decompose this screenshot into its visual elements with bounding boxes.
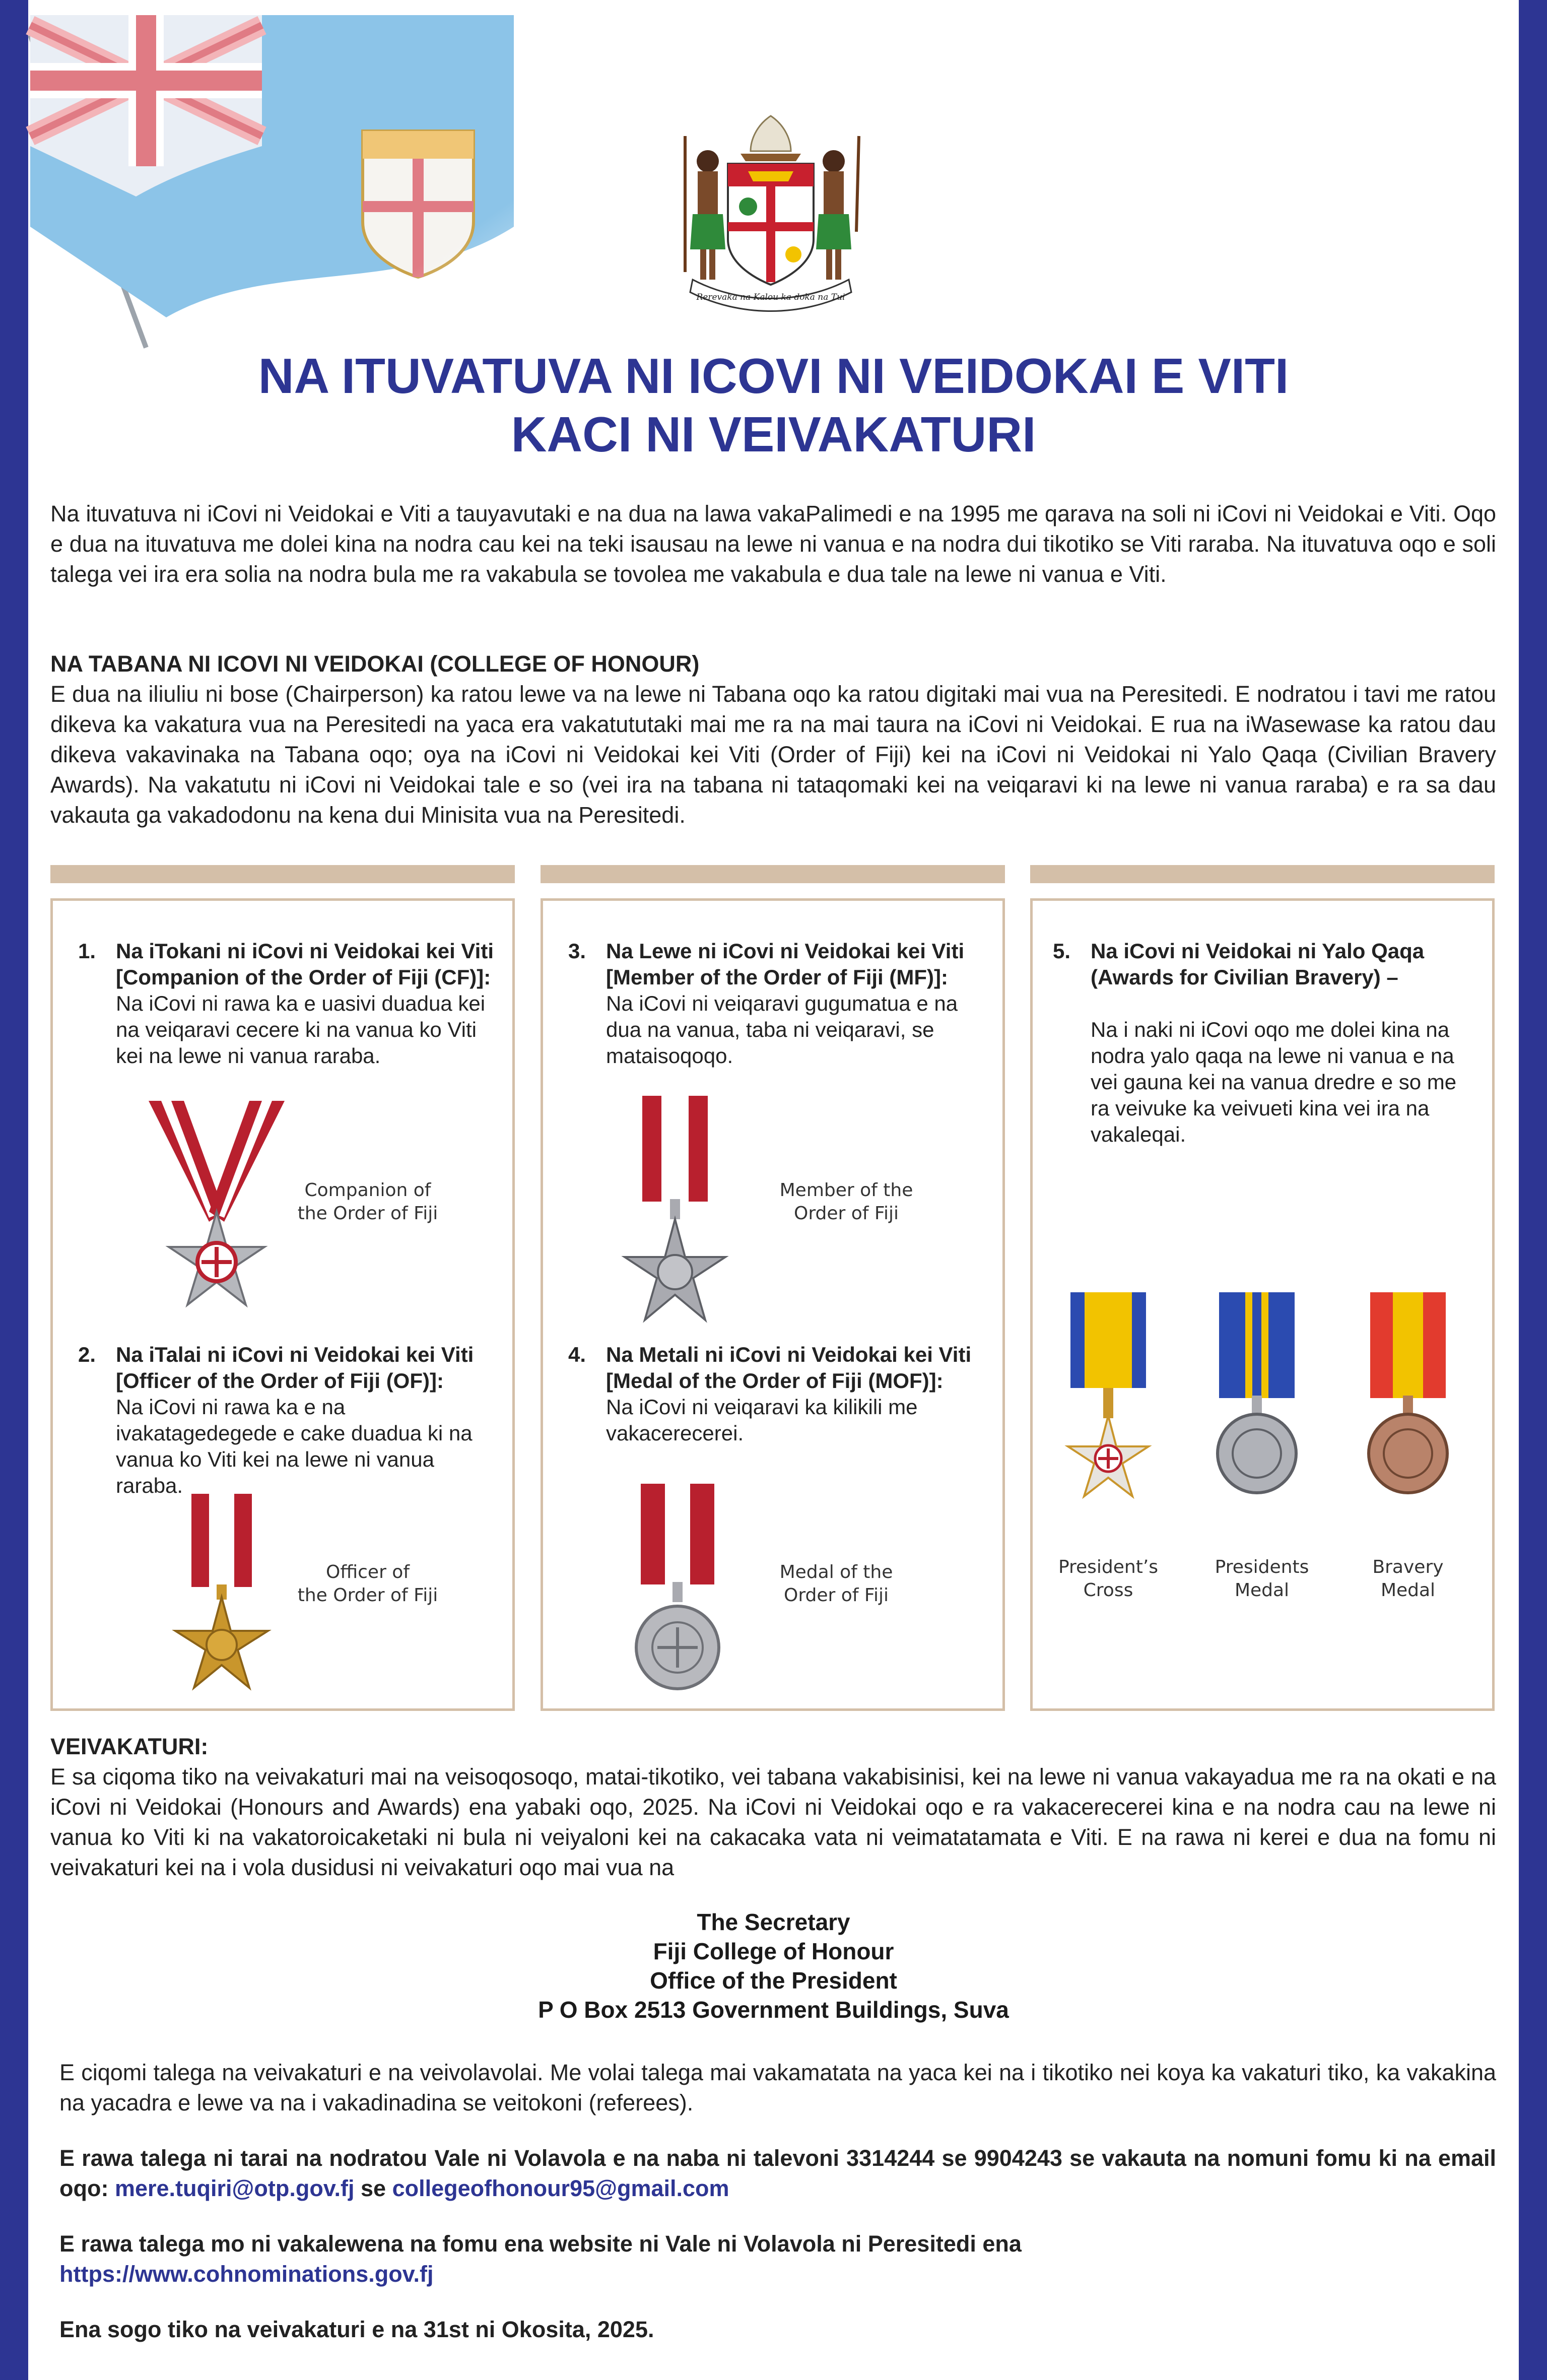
email-link-1[interactable]: mere.tuqiri@otp.gov.fj <box>114 2175 355 2201</box>
caption-line: Bravery <box>1372 1557 1444 1577</box>
caption-line: the Order of Fiji <box>297 1203 438 1224</box>
caption-line: the Order of Fiji <box>297 1585 438 1606</box>
presidents-cross-icon <box>1058 1292 1159 1504</box>
caption-presidents-cross <box>1038 1556 1179 1602</box>
caption-line: Member of the <box>779 1180 913 1201</box>
award-number: 4. <box>568 1343 586 1366</box>
member-medal-icon <box>617 1096 733 1328</box>
caption-line: Companion of <box>304 1180 431 1201</box>
award-title: Na iCovi ni Veidokai ni Yalo Qaqa (Awards for Civilian Bravery) – <box>1091 939 1425 989</box>
bravery-medal-icon <box>1360 1292 1456 1504</box>
caption-line: Medal <box>1380 1580 1436 1601</box>
note-contact <box>59 2143 1496 2204</box>
award-text: Na iCovi ni rawa ka e uasivi duadua kei na veiqaravi cecere ki na vanua ko Viti kei na lewe ni vanua raraba. <box>116 991 486 1068</box>
award-title: Na iTokani ni iCovi ni Veidokai kei Viti [Companion of the Order of Fiji (CF)]: <box>116 939 494 989</box>
presidents-medal-icon <box>1209 1292 1305 1504</box>
award-item-3 <box>568 938 986 1069</box>
intro-paragraph: Na ituvatuva ni iCovi ni Veidokai e Viti a tauyavutaki e na dua na lawa vakaPalimedi e na 1995 me qarava na soli ni iCovi ni Veidokai e Viti. Oqo e dua na ituvatuva me dolei kina na nodra cau kei na teki isausau na lewe ni vanua e na nodra dui tikotiko se Viti raraba. Na ituvatuva oqo e soli talega vei ira era solia na nodra bula me ra vakabula se tovolea me vakabula e dua tale na lewe ni vanua e Viti. <box>50 501 1496 587</box>
caption-medal-of-order <box>746 1561 927 1607</box>
caption-presidents-medal <box>1191 1556 1332 1602</box>
caption-officer <box>277 1561 458 1607</box>
nominations-text: E sa ciqoma tiko na veivakaturi mai na veisoqosoqo, matai-tikotiko, vei tabana vakabisinisi, kei na lewe ni vanua vakayadua me ra na okati e na iCovi ni Veidokai (Honours and Awards) ena yabaki oqo, 2025. Na iCovi ni Veidokai oqo e ra vakacerecerei kina e na nodra cau na lewe ni vanua ko Viti ki na vakatoroicaketaki ni bula ni veiyaloni kei na cakacaka vata ni veimatatamata e Viti. E na rawa ni kerei e dua na fomu ni veivakaturi kei na i vola dusidusi ni veivakaturi oqo mai vua na <box>50 1764 1496 1880</box>
website-link[interactable]: https://www.cohnominations.gov.fj <box>59 2261 434 2287</box>
college-section <box>50 649 1496 830</box>
award-number: 1. <box>78 939 96 963</box>
note-website: E rawa talega mo ni vakalewena na fomu ena website ni Vale ni Volavola ni Peresitedi ena <box>59 2231 1022 2257</box>
secretary-address <box>0 1907 1547 2024</box>
column-bar-3 <box>1030 865 1495 883</box>
officer-medal-icon <box>169 1494 275 1695</box>
caption-line: Cross <box>1083 1580 1133 1601</box>
college-heading: NA TABANA NI ICOVI NI VEIDOKAI (COLLEGE OF HONOUR) <box>50 651 700 677</box>
medal-of-order-icon <box>635 1484 720 1695</box>
column-bar-1 <box>50 865 515 883</box>
companion-medal-icon <box>144 1101 290 1312</box>
award-text: Na iCovi ni rawa ka e na ivakatagedegede e cake duadua ki na vanua ko Viti kei na lewe ni vanua raraba. <box>116 1395 473 1497</box>
fiji-flag-icon <box>20 15 524 368</box>
address-line: The Secretary <box>697 1909 850 1935</box>
award-number: 3. <box>568 939 586 963</box>
caption-line: President’s <box>1058 1557 1159 1577</box>
address-line: Office of the President <box>650 1967 897 1994</box>
award-number: 2. <box>78 1343 96 1366</box>
address-line: P O Box 2513 Government Buildings, Suva <box>538 1997 1009 2023</box>
page-title-line1: NA ITUVATUVA NI ICOVI NI VEIDOKAI E VITI <box>258 348 1289 404</box>
fiji-coat-of-arms-icon <box>665 106 877 317</box>
award-item-4 <box>568 1342 986 1446</box>
notes-section <box>59 2058 1496 2345</box>
caption-line: Officer of <box>325 1562 410 1582</box>
award-title: Na Metali ni iCovi ni Veidokai kei Viti [Medal of the Order of Fiji (MOF)]: <box>606 1343 972 1393</box>
award-item-5 <box>1053 938 1466 1148</box>
caption-line: Medal <box>1234 1580 1290 1601</box>
award-item-1 <box>78 938 496 1069</box>
page-title-line2: KACI NI VEIVAKATURI <box>511 407 1036 462</box>
note-contact-text: E rawa talega ni tarai na nodratou Vale ni Volavola e na naba ni talevoni 3314244 se 9904243 se vakauta na nomuni fomu ki na email oqo: <box>59 2145 1496 2201</box>
award-title: Na iTalai ni iCovi ni Veidokai kei Viti [Officer of the Order of Fiji (OF)]: <box>116 1343 474 1393</box>
column-bar-2 <box>541 865 1005 883</box>
caption-line: Medal of the <box>779 1562 893 1582</box>
note-deadline: Ena sogo tiko na veivakaturi e na 31st ni Okosita, 2025. <box>59 2317 654 2342</box>
award-text: Na iCovi ni veiqaravi ka kilikili me vakacerecerei. <box>606 1395 918 1445</box>
email-link-2[interactable]: collegeofhonour95@gmail.com <box>392 2175 729 2201</box>
caption-member <box>756 1179 937 1225</box>
caption-companion <box>277 1179 458 1225</box>
award-title: Na Lewe ni iCovi ni Veidokai kei Viti [Member of the Order of Fiji (MF)]: <box>606 939 965 989</box>
crest-motto: Rerevaka na Kalou ka doka na Tui <box>696 292 845 302</box>
note-contact-sep: se <box>354 2175 392 2201</box>
caption-line: Order of Fiji <box>784 1585 889 1606</box>
address-line: Fiji College of Honour <box>653 1938 894 1964</box>
award-item-2 <box>78 1342 496 1499</box>
nominations-section <box>50 1732 1496 1883</box>
award-number: 5. <box>1053 939 1071 963</box>
nominations-heading: VEIVAKATURI: <box>50 1734 209 1759</box>
award-text: Na iCovi ni veiqaravi gugumatua e na dua na vanua, taba ni veiqaravi, se mataisoqoqo. <box>606 991 958 1068</box>
caption-line: Order of Fiji <box>794 1203 899 1224</box>
caption-line: Presidents <box>1215 1557 1309 1577</box>
caption-bravery-medal <box>1337 1556 1478 1602</box>
college-text: E dua na iliuliu ni bose (Chairperson) ka ratou lewe va na lewe ni Tabana oqo ka ratou digitaki mai vua na Peresitedi. E nodratou i tavi me ratou dikeva ka vakatura vua na Peresitedi na yaca era vakatututaki mai me ra na mai taura na iCovi ni Veidokai. E rua na iWasewase ka ratou dau dikeva vakavinaka na Tabana oqo; oya na iCovi ni Veidokai kei Viti (Order of Fiji) kei na iCovi ni Veidokai ni Yalo Qaqa (Civilian Bravery Awards). Na vakatutu ni iCovi ni Veidokai tale e so (vei ira na tabana ni tataqomaki kei na veiqaravi ki na lewe ni vanua raraba) e ra sa dau vakauta ga vakadodonu na kena dui Minisita vua na Peresitedi. <box>50 681 1496 828</box>
note-written-nominations: E ciqomi talega na veivakaturi e na veivolavolai. Me volai talega mai vakamatata na yaca kei na i tikotiko nei koya ka vakaturi tiko, ka vakakina na yacadra e lewe va na i vakadinadina se veitokoni (referees). <box>59 2060 1496 2115</box>
award-text: Na i naki ni iCovi oqo me dolei kina na nodra yalo qaqa na lewe ni vanua e na vei gauna kei na vanua dredre e so me ra veivuke ka veivueti kina vei ira na vakaleqai. <box>1091 1018 1457 1146</box>
